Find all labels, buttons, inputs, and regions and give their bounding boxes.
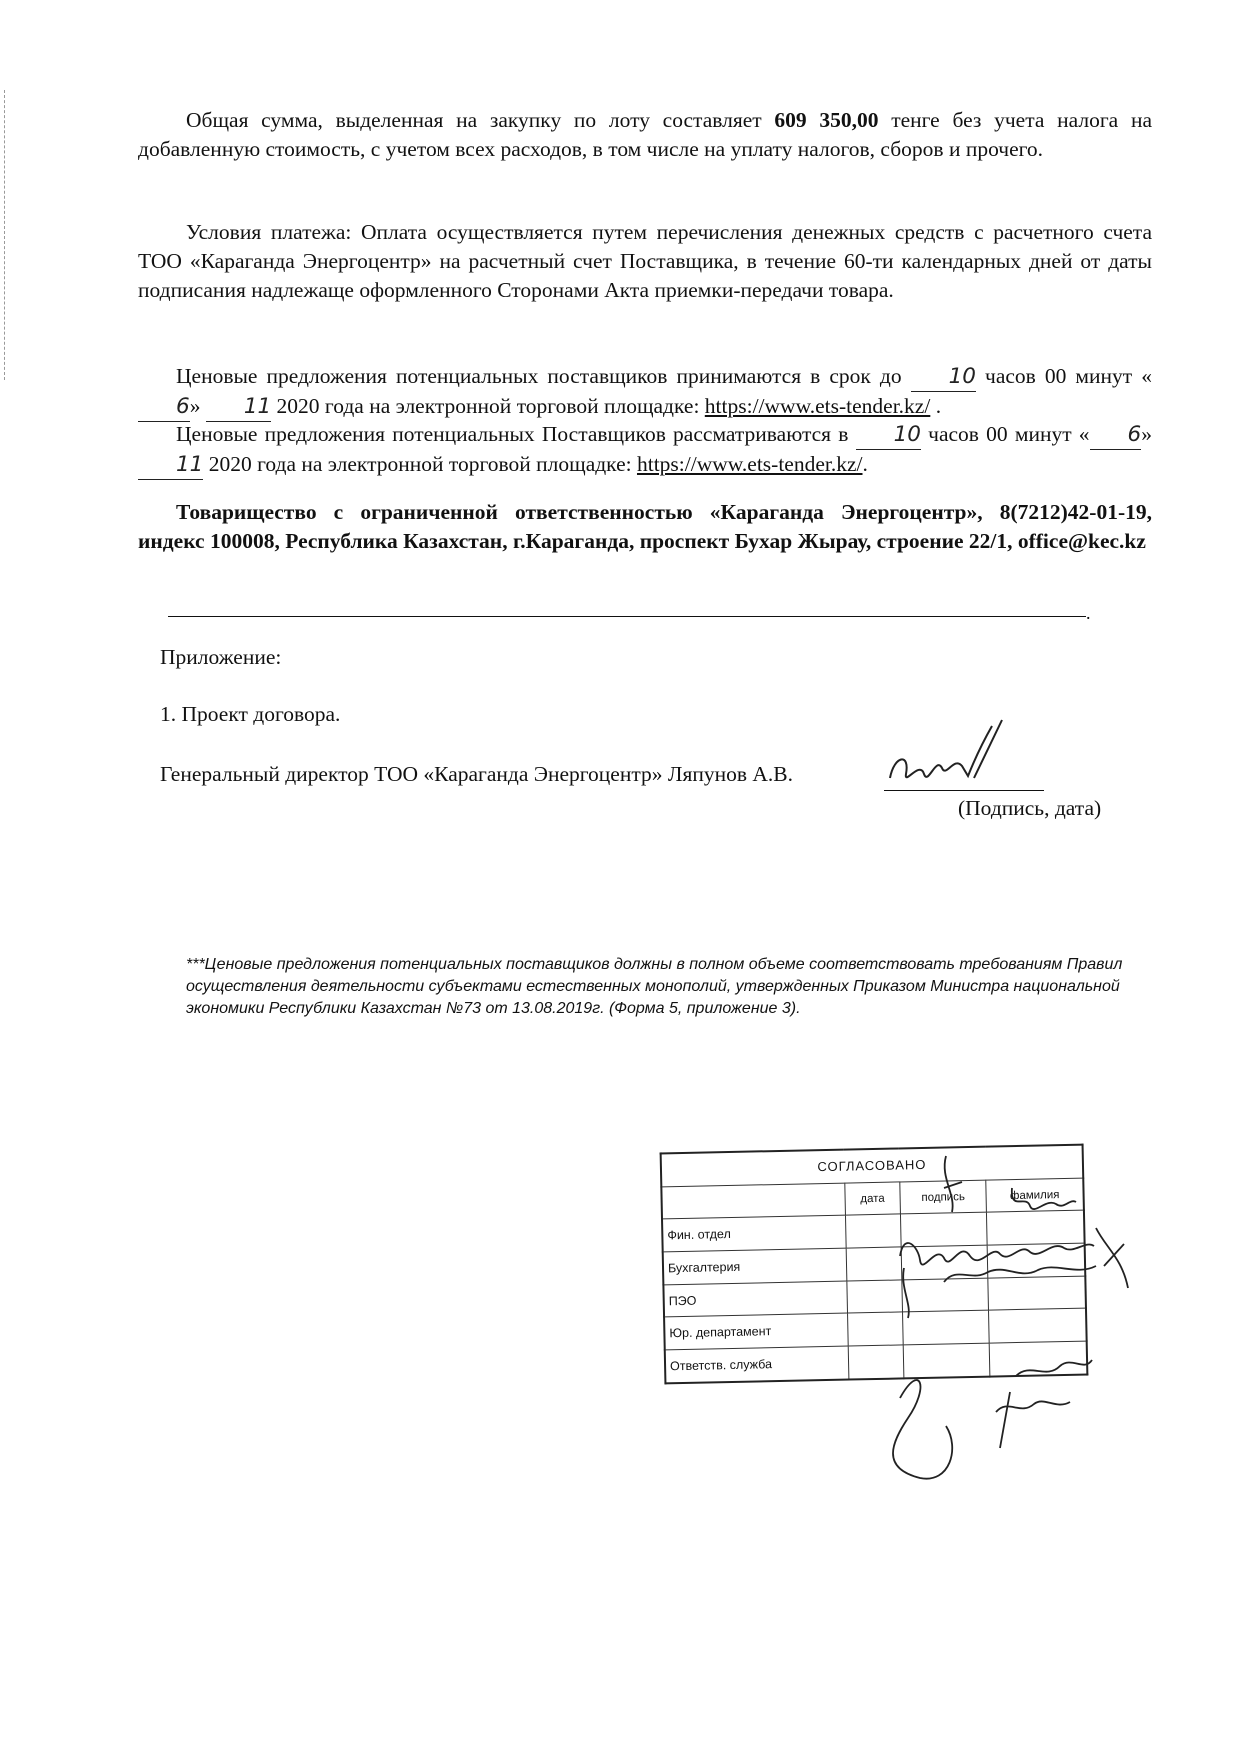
total-amount-value: 609 350,00 xyxy=(774,108,879,132)
approval-row-legal: Юр. департамент xyxy=(664,1314,848,1351)
separator-dot: . xyxy=(1086,603,1091,623)
director-signature-line: Генеральный директор ТОО «Караганда Энергоцентр» Ляпунов А.В. xyxy=(160,762,794,786)
review-tender-link[interactable]: https://www.ets-tender.kz/ xyxy=(636,452,863,476)
scan-edge-marks xyxy=(4,90,11,380)
footnote: ***Ценовые предложения потенциальных поставщиков должны в полном объеме соответствовать требованиям Правил осуществления деятельности субъектами естественных монополий, утвержденных Приказом Министра национальной экономики Республики Казахстан №73 от 13.08.2019г. (Форма 5, приложение 3). xyxy=(186,956,1123,1017)
review-text-3: » xyxy=(1141,422,1152,446)
review-paragraph xyxy=(138,420,1152,480)
acceptance-tender-link[interactable]: https://www.ets-tender.kz/ xyxy=(704,394,931,418)
appendix-item-contract: 1. Проект договора. xyxy=(160,702,341,726)
acceptance-text-2: часов 00 минут « xyxy=(975,364,1152,388)
acceptance-month-handwritten: 11 xyxy=(206,392,271,422)
acceptance-day-handwritten: 6 xyxy=(138,392,190,422)
director-signature-scribble xyxy=(884,716,1014,796)
appendix-title: Приложение: xyxy=(160,645,282,669)
approval-header: СОГЛАСОВАНО xyxy=(661,1145,1084,1187)
signature-caption: (Подпись, дата) xyxy=(958,796,1102,820)
approval-col-surname: фамилия xyxy=(986,1178,1084,1213)
review-text-4: 2020 года на электронной торговой площадке: xyxy=(203,452,637,476)
review-month-handwritten: 11 xyxy=(138,450,203,480)
separator-line xyxy=(168,616,1086,617)
review-day-handwritten: 6 xyxy=(1090,420,1142,450)
acceptance-paragraph xyxy=(138,362,1152,422)
review-text-2: часов 00 минут « xyxy=(920,422,1090,446)
total-amount-paragraph xyxy=(138,106,1152,164)
approval-row-responsible: Ответств. служба xyxy=(665,1346,849,1383)
approval-corner-cell xyxy=(661,1183,845,1220)
total-amount-text-before: Общая сумма, выделенная на закупку по лоту составляет xyxy=(186,108,775,132)
approval-row-accounting: Бухгалтерия xyxy=(663,1248,847,1285)
approval-signatures-scribble xyxy=(860,1148,1130,1488)
approval-row-peo: ПЭО xyxy=(663,1281,847,1318)
review-hour-handwritten: 10 xyxy=(856,420,921,450)
payment-terms-paragraph: Условия платежа: Оплата осуществляется путем перечисления денежных средств с расчетного счета ТОО «Караганда Энергоцентр» на расчетный счет Поставщика, в течение 60-ти календарных дней от даты подписания надлежаще оформленного Сторонами Акта приемки-передачи товара. xyxy=(138,220,1152,302)
approval-row-finance: Фин. отдел xyxy=(662,1216,846,1253)
acceptance-text-4: 2020 года на электронной торговой площадке: xyxy=(271,394,705,418)
acceptance-text-5: . xyxy=(930,394,942,418)
total-amount-text-after: тенге без учета налога на добавленную стоимость, с учетом всех расходов, в том числе на уплату налогов, сборов и прочего. xyxy=(138,108,1152,161)
approval-col-signature: подпись xyxy=(900,1180,987,1214)
approval-col-date: дата xyxy=(845,1182,901,1216)
acceptance-text-1: Ценовые предложения потенциальных поставщиков принимаются в срок до xyxy=(176,364,911,388)
acceptance-hour-handwritten: 10 xyxy=(911,362,976,392)
company-info-paragraph: Товарищество с ограниченной ответственностью «Караганда Энергоцентр», 8(7212)42-01-19, индекс 100008, Республика Казахстан, г.Караганда, проспект Бухар Жырау, строение 22/1, office@kec.kz xyxy=(138,500,1152,553)
review-text-1: Ценовые предложения потенциальных Поставщиков рассматриваются в xyxy=(176,422,856,446)
review-text-5: . xyxy=(862,452,868,476)
acceptance-text-3: » xyxy=(189,394,206,418)
